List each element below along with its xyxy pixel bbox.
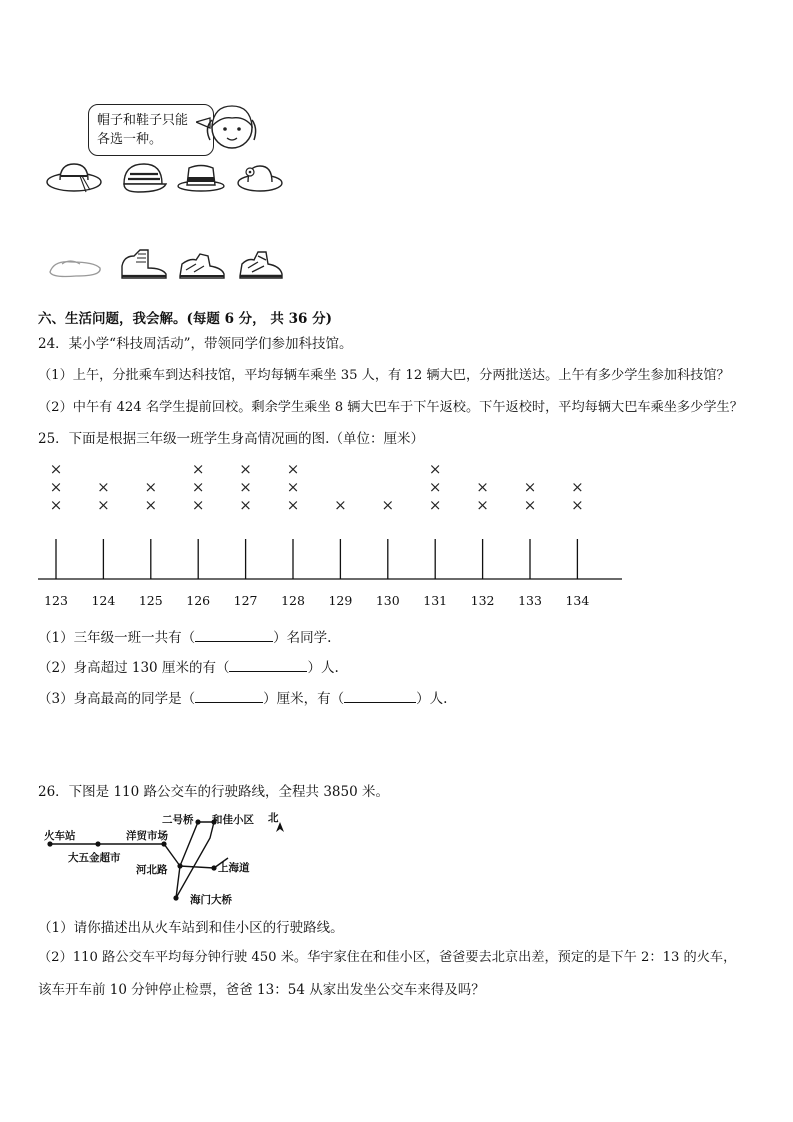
sun-hat-icon (44, 158, 104, 196)
data-mark-133-2: × (523, 478, 537, 496)
tick-label-131: 131 (423, 593, 448, 608)
q25-part3-text-b: ）厘米，有（ (263, 691, 345, 707)
q25-part1 (38, 626, 331, 646)
data-mark-125-2: × (144, 478, 158, 496)
data-mark-123-3: × (49, 460, 63, 478)
q25-part2 (38, 656, 339, 676)
sport-shoe-icon (236, 246, 286, 282)
station-haimen: 海门大桥 (190, 894, 232, 906)
q24-stem: 24．某小学“科技周活动”，带领同学们参加科技馆。 (38, 336, 353, 352)
data-mark-130-1: × (381, 496, 395, 514)
station-hejia: 和佳小区 (212, 814, 254, 826)
q25-part1-text-a: （1）三年级一班一共有（ (38, 630, 196, 646)
data-mark-124-2: × (97, 478, 110, 496)
data-mark-133-1: × (523, 496, 537, 514)
data-mark-132-2: × (476, 478, 489, 496)
q26-part1: （1）请你描述出从火车站到和佳小区的行驶路线。 (38, 920, 344, 936)
boot-icon (118, 246, 170, 282)
slipper-icon (46, 254, 104, 280)
tick-label-124: 124 (91, 593, 116, 608)
tick-label-130: 130 (375, 593, 400, 608)
station-hardware: 大五金超市 (68, 852, 121, 864)
data-mark-126-3: × (191, 460, 205, 478)
q24-part2: （2）中午有 424 名学生提前回校。剩余学生乘坐 8 辆大巴车于下午返校。下午返校时，平均每辆大巴车乘坐多少学生？ (38, 400, 743, 415)
q25-part3 (38, 687, 447, 707)
data-mark-126-2: × (191, 478, 205, 496)
data-mark-134-1: × (571, 496, 584, 514)
data-mark-132-1: × (476, 496, 489, 514)
station-train: 火车站 (44, 830, 76, 842)
q25-blank-3[interactable] (195, 690, 263, 703)
data-mark-123-1: × (49, 496, 63, 514)
data-mark-127-2: × (239, 478, 252, 496)
data-mark-128-1: × (286, 496, 300, 514)
data-mark-131-1: × (428, 496, 442, 514)
tick-label-128: 128 (281, 593, 305, 608)
station-bridge2: 二号桥 (162, 814, 194, 826)
north-label: 北 (268, 812, 279, 824)
q25-blank-4[interactable] (344, 690, 416, 703)
data-mark-124-1: × (97, 496, 110, 514)
fedora-icon (176, 160, 226, 194)
q26-part2-line1: （2）110 路公交车平均每分钟行驶 450 米。华宇家住在和佳小区，爸爸要去北京出差，预定的是下午 2：13 的火车， (38, 950, 737, 965)
height-dot-plot (30, 458, 630, 618)
q26-stem: 26．下图是 110 路公交车的行驶路线，全程共 3850 米。 (38, 784, 389, 800)
tick-label-132: 132 (470, 593, 495, 608)
data-mark-126-1: × (191, 496, 205, 514)
tick-label-134: 134 (565, 593, 590, 608)
q25-blank-2[interactable] (229, 659, 307, 672)
data-mark-127-3: × (239, 460, 252, 478)
data-mark-127-1: × (239, 496, 252, 514)
data-mark-131-3: × (428, 460, 442, 478)
tick-label-133: 133 (518, 593, 542, 608)
data-mark-131-2: × (428, 478, 442, 496)
data-mark-128-2: × (286, 478, 300, 496)
q24-part1: （1）上午，分批乘车到达科技馆，平均每辆车乘坐 35 人，有 12 辆大巴，分两批送达。上午有多少学生参加科技馆？ (38, 368, 730, 383)
data-mark-129-1: × (334, 496, 347, 514)
q25-stem: 25．下面是根据三年级一班学生身高情况画的图.（单位：厘米） (38, 431, 424, 447)
q26-part2-line2: 该车开车前 10 分钟停止检票，爸爸 13：54 从家出发坐公交车来得及吗？ (38, 982, 485, 998)
q25-part1-text-b: ）名同学. (273, 630, 332, 646)
q25-blank-1[interactable] (195, 629, 273, 642)
speech-line-1: 帽子和鞋子只能 (97, 113, 189, 128)
station-hebei: 河北路 (136, 864, 168, 876)
data-mark-134-2: × (571, 478, 584, 496)
data-mark-125-1: × (144, 496, 158, 514)
q25-part3-text-a: （3）身高最高的同学是（ (38, 691, 196, 707)
girl-icon (196, 98, 258, 156)
cap-icon (118, 160, 168, 196)
q25-part2-text-b: ）人. (307, 660, 339, 676)
tick-label-127: 127 (233, 593, 258, 608)
data-mark-128-3: × (286, 460, 300, 478)
section-heading: 六、生活问题，我会解。(每题 6 分， 共 36 分) (38, 311, 332, 327)
q25-part2-text-a: （2）身高超过 130 厘米的有（ (38, 660, 230, 676)
station-shanghai: 上海道 (218, 862, 250, 874)
tick-label-123: 123 (44, 593, 68, 608)
station-yangmao: 洋贸市场 (126, 830, 168, 842)
tick-label-126: 126 (186, 593, 211, 608)
tick-label-125: 125 (138, 593, 163, 608)
q25-part3-text-c: ）人. (416, 691, 448, 707)
tick-label-129: 129 (328, 593, 353, 608)
speech-line-2: 各选一种。 (97, 132, 163, 147)
data-mark-123-2: × (49, 478, 63, 496)
flower-hat-icon (236, 158, 284, 194)
sneaker-icon (176, 248, 228, 282)
